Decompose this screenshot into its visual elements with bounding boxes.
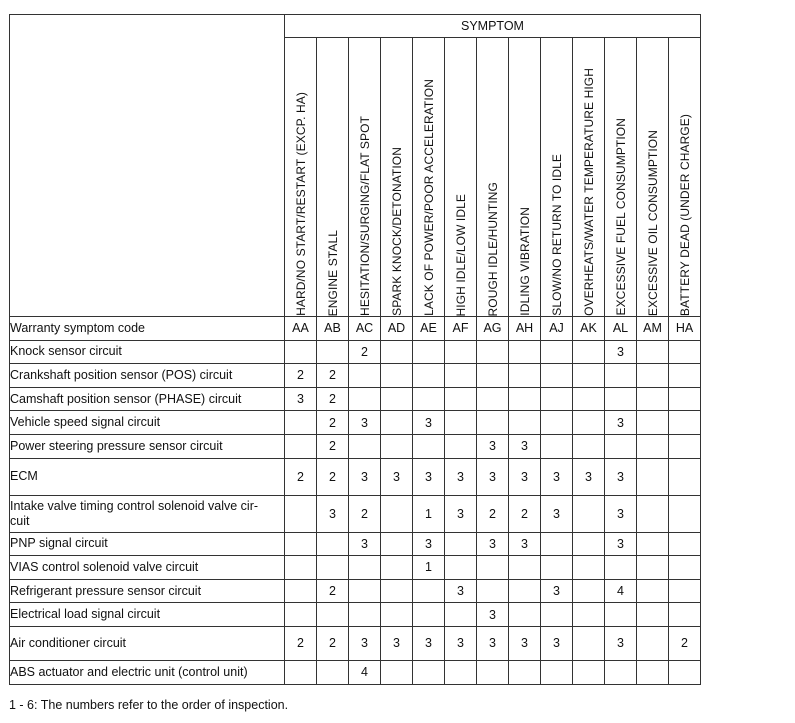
inspection-order-cell	[381, 556, 413, 580]
inspection-order-cell	[637, 603, 669, 627]
inspection-order-cell: 3	[349, 411, 381, 435]
symptom-column-header	[317, 38, 349, 317]
symptom-column-header	[637, 38, 669, 317]
inspection-order-cell	[509, 411, 541, 435]
inspection-order-cell	[509, 556, 541, 580]
inspection-order-cell	[509, 603, 541, 627]
inspection-order-cell	[509, 340, 541, 364]
inspection-order-cell	[509, 387, 541, 411]
inspection-order-cell: 3	[445, 579, 477, 603]
symptom-inspection-table	[9, 14, 701, 685]
table-row	[10, 626, 701, 660]
symptom-column-header	[445, 38, 477, 317]
inspection-order-cell: 3	[605, 495, 637, 532]
warranty-code-cell: HA	[669, 317, 701, 341]
inspection-order-cell	[317, 340, 349, 364]
inspection-order-cell	[477, 660, 509, 684]
inspection-order-cell: 2	[317, 411, 349, 435]
inspection-order-cell	[285, 532, 317, 556]
symptom-column-header	[381, 38, 413, 317]
inspection-order-cell	[349, 603, 381, 627]
inspection-order-cell	[285, 603, 317, 627]
inspection-order-cell	[477, 556, 509, 580]
component-label: PNP signal circuit	[10, 532, 285, 556]
inspection-order-cell: 2	[285, 364, 317, 388]
inspection-order-cell	[637, 434, 669, 458]
inspection-order-cell	[573, 660, 605, 684]
component-label: Vehicle speed signal circuit	[10, 411, 285, 435]
inspection-order-cell	[669, 434, 701, 458]
inspection-order-cell	[317, 603, 349, 627]
table-body	[10, 317, 701, 685]
table-row	[10, 495, 701, 532]
symptom-column-header	[285, 38, 317, 317]
inspection-order-cell: 3	[605, 340, 637, 364]
inspection-order-cell: 3	[605, 532, 637, 556]
inspection-order-cell	[477, 364, 509, 388]
inspection-order-cell	[381, 340, 413, 364]
symptom-name: IDLING VIBRATION	[517, 207, 532, 316]
table-row	[10, 387, 701, 411]
symptom-name: SPARK KNOCK/DETONATION	[389, 147, 404, 316]
symptom-name: BATTERY DEAD (UNDER CHARGE)	[677, 113, 692, 316]
inspection-order-cell	[669, 340, 701, 364]
inspection-order-cell: 3	[413, 458, 445, 495]
inspection-order-cell	[413, 387, 445, 411]
inspection-order-cell	[605, 603, 637, 627]
inspection-order-cell	[381, 495, 413, 532]
inspection-order-cell	[509, 660, 541, 684]
symptom-name: HESITATION/SURGING/FLAT SPOT	[357, 116, 372, 316]
inspection-order-cell	[445, 603, 477, 627]
symptom-name: EXCESSIVE FUEL CONSUMPTION	[613, 118, 628, 316]
warranty-code-cell: AH	[509, 317, 541, 341]
inspection-order-cell	[541, 434, 573, 458]
inspection-order-cell: 2	[349, 340, 381, 364]
inspection-order-cell	[573, 364, 605, 388]
inspection-order-cell	[541, 556, 573, 580]
inspection-order-cell	[413, 364, 445, 388]
inspection-order-cell	[413, 340, 445, 364]
inspection-order-cell: 3	[477, 458, 509, 495]
inspection-order-cell	[573, 532, 605, 556]
symptom-column-header	[349, 38, 381, 317]
inspection-order-cell	[669, 387, 701, 411]
inspection-order-cell	[381, 387, 413, 411]
inspection-order-cell: 3	[477, 603, 509, 627]
inspection-order-cell	[349, 364, 381, 388]
inspection-order-cell: 2	[509, 495, 541, 532]
inspection-order-cell: 2	[477, 495, 509, 532]
inspection-order-cell: 2	[317, 434, 349, 458]
table-row	[10, 579, 701, 603]
symptom-name: HIGH IDLE/LOW IDLE	[453, 193, 468, 316]
inspection-order-cell	[445, 364, 477, 388]
inspection-order-cell: 2	[285, 458, 317, 495]
inspection-order-cell	[285, 411, 317, 435]
inspection-order-cell	[477, 411, 509, 435]
inspection-order-cell: 2	[317, 579, 349, 603]
inspection-order-cell: 3	[477, 434, 509, 458]
table-row	[10, 411, 701, 435]
inspection-order-cell	[669, 364, 701, 388]
inspection-order-cell	[445, 660, 477, 684]
inspection-order-cell	[669, 603, 701, 627]
symptom-name: OVERHEATS/WATER TEMPERATURE HIGH	[581, 68, 596, 316]
inspection-order-cell	[573, 434, 605, 458]
inspection-order-cell	[669, 532, 701, 556]
table-row	[10, 603, 701, 627]
inspection-order-cell	[637, 660, 669, 684]
inspection-order-cell: 2	[317, 458, 349, 495]
inspection-order-cell	[349, 556, 381, 580]
inspection-order-cell	[573, 387, 605, 411]
inspection-order-cell: 3	[445, 495, 477, 532]
component-label: Air conditioner circuit	[10, 626, 285, 660]
inspection-order-cell: 3	[541, 458, 573, 495]
inspection-order-cell	[381, 532, 413, 556]
inspection-order-cell	[445, 556, 477, 580]
inspection-order-cell: 3	[381, 458, 413, 495]
table-row	[10, 434, 701, 458]
inspection-order-cell	[477, 387, 509, 411]
inspection-order-cell: 3	[605, 626, 637, 660]
inspection-order-cell	[637, 387, 669, 411]
inspection-order-cell	[445, 411, 477, 435]
inspection-order-cell	[573, 495, 605, 532]
table-row	[10, 364, 701, 388]
inspection-order-cell	[381, 364, 413, 388]
symptom-name: ROUGH IDLE/HUNTING	[485, 181, 500, 316]
inspection-order-cell	[669, 556, 701, 580]
inspection-order-cell	[285, 556, 317, 580]
component-label: ABS actuator and electric unit (control unit)	[10, 660, 285, 684]
inspection-order-cell: 3	[349, 458, 381, 495]
inspection-order-cell: 3	[509, 458, 541, 495]
inspection-order-cell	[573, 626, 605, 660]
inspection-order-cell	[541, 411, 573, 435]
warranty-code-label: Warranty symptom code	[10, 317, 285, 341]
inspection-order-cell	[445, 387, 477, 411]
inspection-order-cell	[381, 579, 413, 603]
inspection-order-cell	[285, 340, 317, 364]
inspection-order-cell	[541, 387, 573, 411]
warranty-code-cell: AB	[317, 317, 349, 341]
inspection-order-cell	[637, 411, 669, 435]
inspection-order-cell: 2	[285, 626, 317, 660]
inspection-order-cell	[285, 579, 317, 603]
inspection-order-cell: 2	[349, 495, 381, 532]
inspection-order-cell: 1	[413, 495, 445, 532]
inspection-order-cell: 3	[413, 626, 445, 660]
inspection-order-cell: 3	[541, 626, 573, 660]
inspection-order-cell	[637, 340, 669, 364]
inspection-order-cell	[637, 364, 669, 388]
inspection-order-cell	[317, 556, 349, 580]
symptom-column-header	[573, 38, 605, 317]
inspection-order-cell	[541, 660, 573, 684]
inspection-order-cell: 4	[349, 660, 381, 684]
table-row	[10, 458, 701, 495]
inspection-order-cell: 3	[509, 626, 541, 660]
inspection-order-cell	[605, 556, 637, 580]
inspection-order-cell	[541, 603, 573, 627]
inspection-order-cell	[445, 340, 477, 364]
symptom-column-header	[605, 38, 637, 317]
inspection-order-cell: 3	[381, 626, 413, 660]
warranty-code-cell: AE	[413, 317, 445, 341]
warranty-code-cell: AL	[605, 317, 637, 341]
inspection-order-cell	[669, 411, 701, 435]
inspection-order-cell: 2	[317, 387, 349, 411]
inspection-order-cell: 3	[477, 532, 509, 556]
warranty-code-row	[10, 317, 701, 341]
symptom-column-header	[669, 38, 701, 317]
inspection-order-cell	[637, 579, 669, 603]
inspection-order-cell	[317, 532, 349, 556]
inspection-order-cell	[605, 364, 637, 388]
symptom-header: SYMPTOM	[285, 15, 701, 38]
symptom-column-header	[509, 38, 541, 317]
symptom-column-header	[477, 38, 509, 317]
inspection-order-cell	[637, 626, 669, 660]
inspection-order-cell	[669, 660, 701, 684]
inspection-order-cell: 4	[605, 579, 637, 603]
inspection-order-cell: 3	[541, 495, 573, 532]
component-label: Power steering pressure sensor circuit	[10, 434, 285, 458]
inspection-order-cell: 2	[317, 364, 349, 388]
inspection-order-cell	[573, 603, 605, 627]
component-label: Knock sensor circuit	[10, 340, 285, 364]
component-label: Crankshaft position sensor (POS) circuit	[10, 364, 285, 388]
inspection-order-cell	[541, 364, 573, 388]
symptom-column-header	[413, 38, 445, 317]
inspection-order-cell: 3	[317, 495, 349, 532]
inspection-order-cell: 3	[349, 532, 381, 556]
footnote: 1 - 6: The numbers refer to the order of inspection.	[9, 698, 289, 712]
inspection-order-cell	[285, 660, 317, 684]
component-label: Electrical load signal circuit	[10, 603, 285, 627]
inspection-order-cell	[605, 434, 637, 458]
warranty-code-cell: AG	[477, 317, 509, 341]
component-label: VIAS control solenoid valve circuit	[10, 556, 285, 580]
inspection-order-cell	[317, 660, 349, 684]
warranty-code-cell: AM	[637, 317, 669, 341]
warranty-code-cell: AK	[573, 317, 605, 341]
inspection-order-cell: 3	[445, 458, 477, 495]
inspection-order-cell	[349, 579, 381, 603]
inspection-order-cell: 3	[605, 458, 637, 495]
inspection-order-cell	[541, 340, 573, 364]
inspection-order-cell	[381, 411, 413, 435]
inspection-table-container	[9, 14, 701, 685]
inspection-order-cell	[413, 434, 445, 458]
inspection-order-cell	[669, 579, 701, 603]
inspection-order-cell: 3	[413, 532, 445, 556]
inspection-order-cell	[637, 458, 669, 495]
inspection-order-cell	[509, 579, 541, 603]
inspection-order-cell	[605, 387, 637, 411]
component-label: Camshaft position sensor (PHASE) circuit	[10, 387, 285, 411]
inspection-order-cell: 3	[285, 387, 317, 411]
inspection-order-cell	[413, 603, 445, 627]
inspection-order-cell	[381, 434, 413, 458]
inspection-order-cell: 3	[605, 411, 637, 435]
symptom-name: LACK OF POWER/POOR ACCELERATION	[421, 79, 436, 316]
symptom-name: EXCESSIVE OIL CONSUMPTION	[645, 129, 660, 316]
inspection-order-cell: 1	[413, 556, 445, 580]
inspection-order-cell: 3	[477, 626, 509, 660]
inspection-order-cell	[285, 434, 317, 458]
inspection-order-cell	[541, 532, 573, 556]
inspection-order-cell	[669, 458, 701, 495]
inspection-order-cell	[285, 495, 317, 532]
inspection-order-cell	[477, 340, 509, 364]
inspection-order-cell	[381, 603, 413, 627]
inspection-order-cell: 3	[509, 532, 541, 556]
inspection-order-cell	[669, 495, 701, 532]
inspection-order-cell	[445, 434, 477, 458]
inspection-order-cell	[573, 411, 605, 435]
warranty-code-cell: AF	[445, 317, 477, 341]
inspection-order-cell	[637, 495, 669, 532]
table-row	[10, 532, 701, 556]
table-row	[10, 556, 701, 580]
table-corner	[10, 15, 285, 317]
component-label: Intake valve timing control solenoid valve cir- cuit	[10, 495, 285, 532]
table-row	[10, 660, 701, 684]
inspection-order-cell: 3	[349, 626, 381, 660]
inspection-order-cell	[445, 532, 477, 556]
inspection-order-cell: 3	[509, 434, 541, 458]
symptom-name: HARD/NO START/RESTART (EXCP. HA)	[293, 92, 308, 316]
inspection-order-cell	[573, 579, 605, 603]
inspection-order-cell	[349, 387, 381, 411]
inspection-order-cell: 3	[573, 458, 605, 495]
inspection-order-cell	[637, 556, 669, 580]
component-label: ECM	[10, 458, 285, 495]
symptom-column-header	[541, 38, 573, 317]
inspection-order-cell	[605, 660, 637, 684]
table-row	[10, 340, 701, 364]
warranty-code-cell: AD	[381, 317, 413, 341]
inspection-order-cell	[413, 660, 445, 684]
inspection-order-cell	[349, 434, 381, 458]
inspection-order-cell: 3	[413, 411, 445, 435]
inspection-order-cell	[477, 579, 509, 603]
inspection-order-cell: 3	[541, 579, 573, 603]
warranty-code-cell: AJ	[541, 317, 573, 341]
inspection-order-cell	[509, 364, 541, 388]
inspection-order-cell	[573, 340, 605, 364]
inspection-order-cell	[573, 556, 605, 580]
component-label: Refrigerant pressure sensor circuit	[10, 579, 285, 603]
inspection-order-cell	[381, 660, 413, 684]
inspection-order-cell: 2	[317, 626, 349, 660]
inspection-order-cell	[637, 532, 669, 556]
inspection-order-cell: 2	[669, 626, 701, 660]
warranty-code-cell: AA	[285, 317, 317, 341]
symptom-name: ENGINE STALL	[325, 229, 340, 316]
warranty-code-cell: AC	[349, 317, 381, 341]
inspection-order-cell: 3	[445, 626, 477, 660]
symptom-name: SLOW/NO RETURN TO IDLE	[549, 154, 564, 316]
inspection-order-cell	[413, 579, 445, 603]
